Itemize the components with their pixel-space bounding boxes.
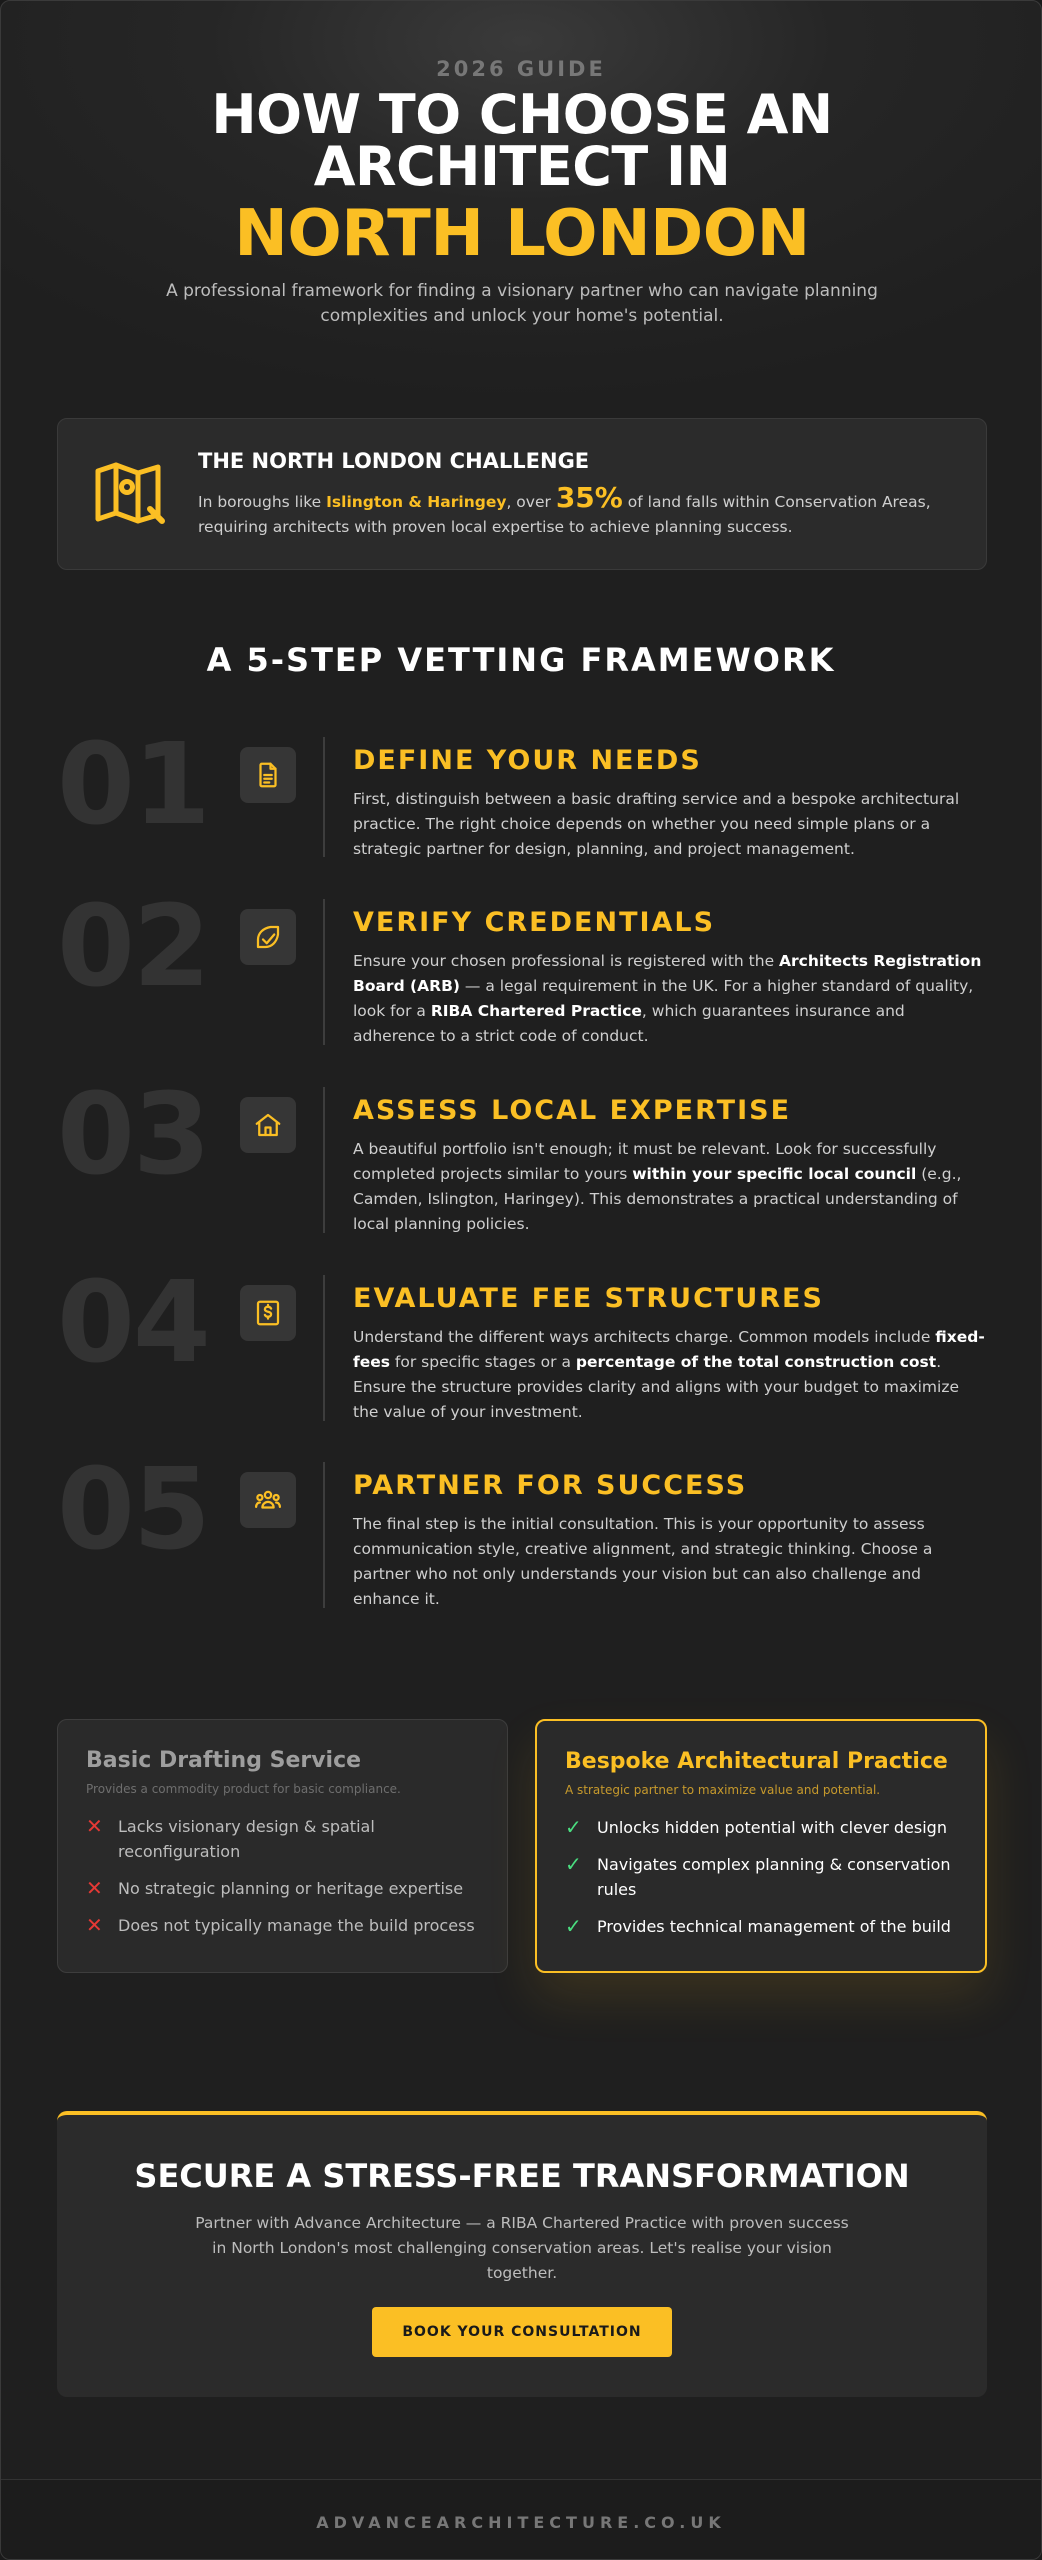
- cross-icon: ✕: [86, 1876, 103, 1900]
- basic-drafting-card: [57, 1719, 508, 1973]
- page-title: [41, 83, 1003, 273]
- check-icon: ✓: [565, 1852, 582, 1876]
- step-description: The final step is the initial consultation. This is your opportunity to assess communication style, creative alignment, and strategic thinking. Choose a partner who not only understands your vision but can also challenge and enhance it.: [353, 1515, 933, 1608]
- list-item: ✓ Unlocks hidden potential with clever design: [565, 1815, 947, 1839]
- card-title: Bespoke Architectural Practice: [565, 1749, 948, 1774]
- step-4: [57, 1258, 987, 1421]
- step-number: 05: [57, 1445, 209, 1575]
- step-number: 04: [57, 1258, 209, 1388]
- verified-badge-icon: [240, 909, 296, 965]
- footer: [1, 2479, 1041, 2560]
- step-number: 02: [57, 882, 209, 1012]
- step-description: First, distinguish between a basic drafting service and a bespoke architectural practice. The right choice depends on whether you need simple plans or a strategic partner for design, planning, and project management.: [353, 790, 960, 858]
- check-icon: ✓: [565, 1815, 582, 1839]
- challenge-card: [57, 418, 987, 570]
- boroughs-highlight: Islington & Haringey: [326, 493, 507, 511]
- step-title: PARTNER FOR SUCCESS: [353, 1470, 748, 1501]
- step-divider: [323, 1462, 325, 1608]
- page-subtitle: A professional framework for finding a visionary partner who can navigate planning complexities and unlock your home's potential.: [166, 281, 878, 326]
- step-number: 03: [57, 1070, 209, 1200]
- list-item: ✕ Lacks visionary design & spatial reconfiguration: [86, 1814, 375, 1861]
- step-title: VERIFY CREDENTIALS: [353, 907, 716, 938]
- map-icon: [92, 461, 168, 527]
- title-line: HOW TO CHOOSE AN ARCHITECT IN: [211, 83, 833, 198]
- card-caption: A strategic partner to maximize value and potential.: [565, 1783, 881, 1797]
- list-item: ✓ Provides technical management of the build: [565, 1914, 951, 1938]
- basic-drawbacks-list: [86, 1814, 481, 1950]
- step-divider: [323, 1087, 325, 1233]
- book-consultation-button[interactable]: BOOK YOUR CONSULTATION: [372, 2307, 672, 2357]
- card-caption: Provides a commodity product for basic compliance.: [86, 1782, 401, 1796]
- list-item: ✕ No strategic planning or heritage expertise: [86, 1876, 464, 1900]
- conservation-percent: 35%: [555, 481, 623, 514]
- step-2: [57, 882, 987, 1045]
- document-icon: [240, 747, 296, 803]
- bespoke-benefits-list: [565, 1815, 960, 1951]
- step-description: A beautiful portfolio isn't enough; it must be relevant. Look for successfully completed projects similar to yours within your specific local council (e.g., Camden, Islington, Haringey). This demonstrates a practical understanding of local planning policies.: [353, 1140, 962, 1233]
- step-1: [57, 720, 987, 858]
- challenge-text: In boroughs like Islington & Haringey, over 35% of land falls within Conservation Areas, requiring architects with proven local expertise to achieve planning success.: [198, 481, 931, 536]
- step-description: Ensure your chosen professional is registered with the Architects Registration Board (ARB) — a legal requirement in the UK. For a higher standard of quality, look for a RIBA Chartered Practice, which guarantees insurance and adherence to a strict code of conduct.: [353, 952, 982, 1045]
- step-divider: [323, 899, 325, 1045]
- bespoke-practice-card: [535, 1719, 987, 1973]
- cross-icon: ✕: [86, 1913, 103, 1937]
- step-title: ASSESS LOCAL EXPERTISE: [353, 1095, 792, 1126]
- cta-text: Partner with Advance Architecture — a RIBA Chartered Practice with proven success in North London's most challenging conservation areas. Let's realise your vision together.: [195, 2214, 849, 2282]
- footer-website-link[interactable]: ADVANCEARCHITECTURE.CO.UK: [316, 2513, 726, 2532]
- cta-title: SECURE A STRESS-FREE TRANSFORMATION: [134, 2157, 910, 2195]
- fee-icon: [240, 1285, 296, 1341]
- step-3: [57, 1070, 987, 1233]
- cta-section: [57, 2111, 987, 2397]
- title-accent: NORTH LONDON: [234, 197, 810, 271]
- step-description: Understand the different ways architects charge. Common models include fixed-fees for specific stages or a percentage of the total construction cost. Ensure the structure provides clarity and aligns with your budget to maximize the value of your investment.: [353, 1328, 985, 1421]
- list-item: ✕ Does not typically manage the build process: [86, 1913, 475, 1937]
- step-title: DEFINE YOUR NEEDS: [353, 745, 702, 776]
- step-5: [57, 1445, 987, 1608]
- home-icon: [240, 1097, 296, 1153]
- framework-title: A 5-STEP VETTING FRAMEWORK: [206, 641, 836, 679]
- cross-icon: ✕: [86, 1814, 103, 1838]
- list-item: ✓ Navigates complex planning & conservation rules: [565, 1852, 951, 1899]
- step-title: EVALUATE FEE STRUCTURES: [353, 1283, 824, 1314]
- step-divider: [323, 1275, 325, 1421]
- step-divider: [323, 737, 325, 857]
- challenge-title: THE NORTH LONDON CHALLENGE: [198, 449, 590, 473]
- check-icon: ✓: [565, 1914, 582, 1938]
- guide-eyebrow: 2026 GUIDE: [436, 57, 606, 81]
- step-number: 01: [57, 720, 209, 850]
- people-icon: [240, 1472, 296, 1528]
- card-title: Basic Drafting Service: [86, 1748, 362, 1773]
